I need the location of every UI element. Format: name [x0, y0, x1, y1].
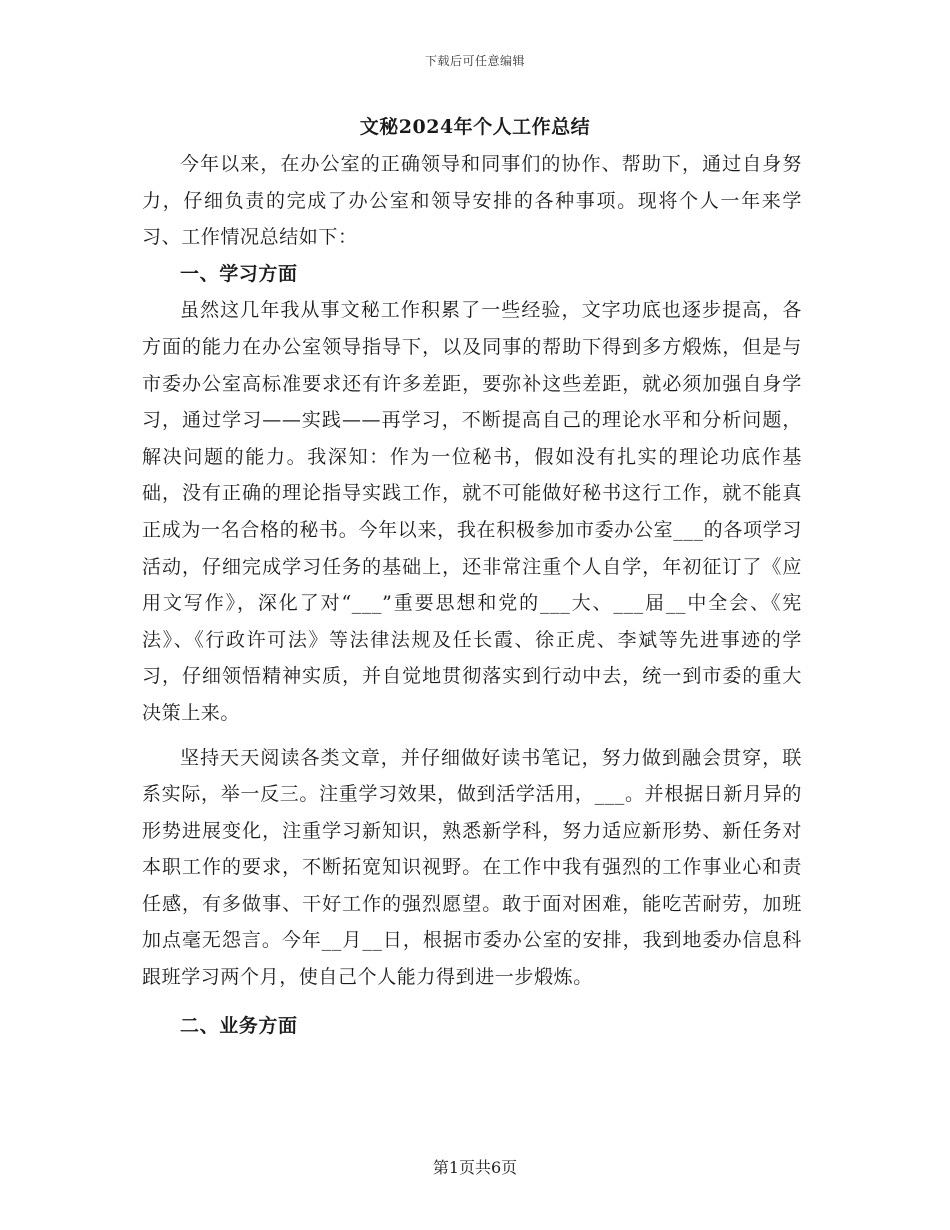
intro-paragraph: 今年以来，在办公室的正确领导和同事们的协作、帮助下，通过自身努力，仔细负责的完成了办公室和领导安排的各种事项。现将个人一年来学习、工作情况总结如下： — [142, 153, 802, 249]
section-heading-study: 一、学习方面 — [180, 262, 298, 285]
section-heading-business: 二、业务方面 — [180, 1014, 298, 1037]
study-paragraph-1: 虽然这几年我从事文秘工作积累了一些经验，文字功底也逐步提高，各方面的能力在办公室领导指导下，以及同事的帮助下得到多方煅炼，但是与市委办公室高标准要求还有许多差距，要弥补这些差距，就必须加强自身学习，通过学习——实践——再学习，不断提高自己的理论水平和分析问题，解决问题的能力。我深知：作为一位秘书，假如没有扎实的理论功底作基础，没有正确的理论指导实践工作，就不可能做好秘书这行工作，就不能真正成为一名合格的秘书。今年以来，我在积极参加市委办公室___的各项学习活动，仔细完成学习任务的基础上，还非常注重个人自学，年初征订了《应用文写作》，深化了对“___”重要思想和党的___大、___届__中全会、《宪法》、《行政许可法》等法律法规及任长霞、徐正虎、李斌等先进事迹的学习，仔细领悟精神实质，并自觉地贯彻落实到行动中去，统一到市委的重大决策上来。 — [142, 299, 802, 724]
document-title: 文秘2024年个人工作总结 — [359, 116, 591, 138]
study-paragraph-2: 坚持天天阅读各类文章，并仔细做好读书笔记，努力做到融会贯穿，联系实际，举一反三。注重学习效果，做到活学活用，___。并根据日新月异的形势进展变化，注重学习新知识，熟悉新学科，努力适应新形势、新任务对本职工作的要求，不断拓宽知识视野。在工作中我有强烈的工作事业心和责任感，有多做事、干好工作的强烈愿望。敢于面对困难，能吃苦耐劳，加班加点毫无怨言。今年__月__日，根据市委办公室的安排，我到地委办信息科跟班学习两个月，使自己个人能力得到进一步煅炼。 — [142, 746, 802, 989]
page-header-note: 下载后可任意编辑 — [424, 54, 525, 68]
document-body — [142, 146, 802, 1044]
page-number: 第1页共6页 — [432, 1158, 518, 1177]
